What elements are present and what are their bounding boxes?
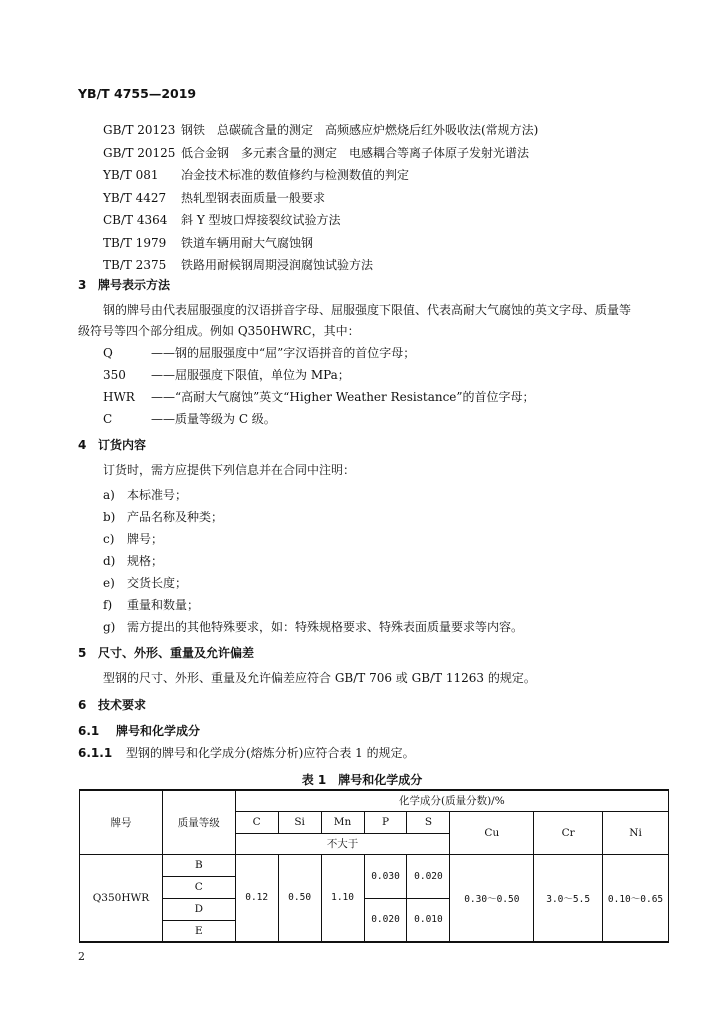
reference-title: 斜 Y 型坡口焊接裂纹试验方法	[181, 213, 341, 227]
section-title: 牌号表示方法	[98, 278, 171, 292]
value-s-de: 0.010	[407, 898, 450, 942]
value-p-de: 0.020	[364, 898, 407, 942]
definition-item	[103, 388, 535, 405]
list-label: d)	[103, 554, 116, 568]
header-element-mn: Mn	[321, 811, 364, 833]
definition-text: ——质量等级为 C 级。	[151, 412, 276, 426]
list-text: 规格；	[127, 554, 164, 568]
header-element-cu: Cu	[450, 811, 534, 854]
definition-key: Q	[103, 346, 113, 360]
reference-code: GB/T 20125	[103, 145, 176, 160]
definition-text: ——钢的屈服强度中“屈”字汉语拼音的首位字母；	[151, 346, 416, 360]
reference-item	[103, 209, 538, 232]
clause-6-1-1	[78, 744, 415, 761]
header-element-cr: Cr	[534, 811, 603, 854]
value-p-bc: 0.030	[364, 854, 407, 898]
clause-number: 6.1.1	[78, 746, 113, 760]
list-label: f)	[103, 598, 113, 612]
reference-code: TB/T 2375	[103, 258, 167, 272]
reference-code: YB/T 4427	[103, 190, 167, 205]
section-4-intro: 订货时，需方应提供下列信息并在合同中注明：	[103, 463, 356, 477]
section-6-heading	[78, 696, 146, 713]
quality-level-cell: C	[162, 876, 235, 898]
section-title: 技术要求	[98, 698, 147, 712]
header-element-ni: Ni	[603, 811, 669, 854]
section-number: 4	[78, 438, 87, 452]
reference-title: 冶金技术标准的数值修约与检测数值的判定	[181, 168, 410, 182]
quality-level-cell: E	[162, 920, 235, 942]
section-3-paragraph-line-2: 级符号等四个部分组成。例如 Q350HWRC，其中：	[78, 324, 360, 338]
list-text: 交货长度；	[127, 576, 188, 590]
list-text: 本标准号；	[127, 488, 188, 502]
section-3-heading	[78, 276, 170, 293]
reference-item	[103, 254, 538, 277]
reference-item	[103, 187, 538, 210]
header-grade: 牌号	[80, 790, 163, 854]
section-5-heading	[78, 644, 254, 661]
quality-level-cell: B	[162, 854, 235, 876]
section-title: 尺寸、外形、重量及允许偏差	[98, 646, 255, 660]
document-id: YB/T 4755—2019	[78, 86, 197, 101]
list-label: c)	[103, 532, 115, 546]
reference-title: 低合金钢 多元素含量的测定 电感耦合等离子体原子发射光谱法	[181, 145, 530, 160]
reference-item	[103, 164, 538, 187]
definition-key: C	[103, 412, 113, 426]
table-1-title: 表 1 牌号和化学成分	[301, 773, 423, 787]
section-number: 3	[78, 278, 87, 292]
reference-code: CB/T 4364	[103, 213, 168, 227]
header-element-c: C	[235, 811, 278, 833]
list-item	[103, 618, 523, 635]
value-s-bc: 0.020	[407, 854, 450, 898]
definition-key: 350	[103, 368, 126, 382]
list-item	[103, 596, 199, 613]
page-number: 2	[78, 950, 85, 963]
section-6-1-heading	[78, 722, 200, 739]
section-number: 6	[78, 698, 87, 712]
value-si: 0.50	[278, 854, 321, 942]
clause-text: 型钢的牌号和化学成分(熔炼分析)应符合表 1 的规定。	[126, 746, 415, 760]
header-not-greater-than: 不大于	[235, 833, 450, 854]
list-item	[103, 552, 163, 569]
quality-level-cell: D	[162, 898, 235, 920]
reference-title: 铁道车辆用耐大气腐蚀钢	[181, 235, 314, 250]
list-text: 需方提出的其他特殊要求，如：特殊规格要求、特殊表面质量要求等内容。	[127, 620, 524, 634]
reference-code: TB/T 1979	[103, 235, 167, 250]
list-item	[103, 508, 223, 525]
reference-code: GB/T 20123	[103, 123, 176, 137]
value-cr: 3.0～5.5	[534, 854, 603, 942]
reference-item	[103, 142, 538, 165]
section-number: 5	[78, 646, 87, 660]
reference-title: 热轧型钢表面质量一般要求	[181, 190, 326, 205]
section-5-text: 型钢的尺寸、外形、重量及允许偏差应符合 GB/T 706 或 GB/T 11263 的规定。	[103, 671, 536, 685]
header-element-si: Si	[278, 811, 321, 833]
header-quality-level: 质量等级	[162, 790, 235, 854]
value-cu: 0.30～0.50	[450, 854, 534, 942]
reference-title: 钢铁 总碳硫含量的测定 高频感应炉燃烧后红外吸收法(常规方法)	[181, 123, 539, 137]
chemical-composition-table	[79, 789, 669, 943]
header-element-p: P	[364, 811, 407, 833]
header-chemical-composition: 化学成分(质量分数)/%	[235, 790, 668, 811]
list-item	[103, 530, 163, 547]
section-title: 订货内容	[98, 438, 147, 452]
value-c: 0.12	[235, 854, 278, 942]
list-label: g)	[103, 620, 116, 634]
section-number: 6.1	[78, 724, 100, 738]
definition-item	[103, 344, 415, 361]
value-mn: 1.10	[321, 854, 364, 942]
reference-list	[103, 119, 538, 277]
list-label: e)	[103, 576, 115, 590]
definition-item	[103, 410, 276, 427]
value-ni: 0.10～0.65	[603, 854, 669, 942]
definition-text: ——屈服强度下限值，单位为 MPa；	[151, 368, 350, 382]
section-title: 牌号和化学成分	[116, 724, 201, 738]
section-3-paragraph-line-1: 钢的牌号由代表屈服强度的汉语拼音字母、屈服强度下限值、代表高耐大气腐蚀的英文字母、质量等	[103, 303, 632, 317]
section-4-heading	[78, 436, 146, 453]
reference-code: YB/T 081	[103, 168, 159, 182]
list-text: 产品名称及种类；	[127, 510, 224, 524]
list-label: a)	[103, 488, 115, 502]
reference-title: 铁路用耐候钢周期浸润腐蚀试验方法	[181, 258, 374, 272]
definition-text: ——“高耐大气腐蚀”英文“Higher Weather Resistance”的首位字母；	[151, 390, 535, 404]
reference-item	[103, 119, 538, 142]
grade-cell: Q350HWR	[80, 854, 163, 942]
reference-item	[103, 232, 538, 255]
list-text: 重量和数量；	[127, 598, 200, 612]
definition-key: HWR	[103, 390, 135, 404]
list-item	[103, 574, 187, 591]
definition-item	[103, 366, 350, 383]
list-text: 牌号；	[127, 532, 164, 546]
header-element-s: S	[407, 811, 450, 833]
list-label: b)	[103, 510, 116, 524]
list-item	[103, 486, 187, 503]
